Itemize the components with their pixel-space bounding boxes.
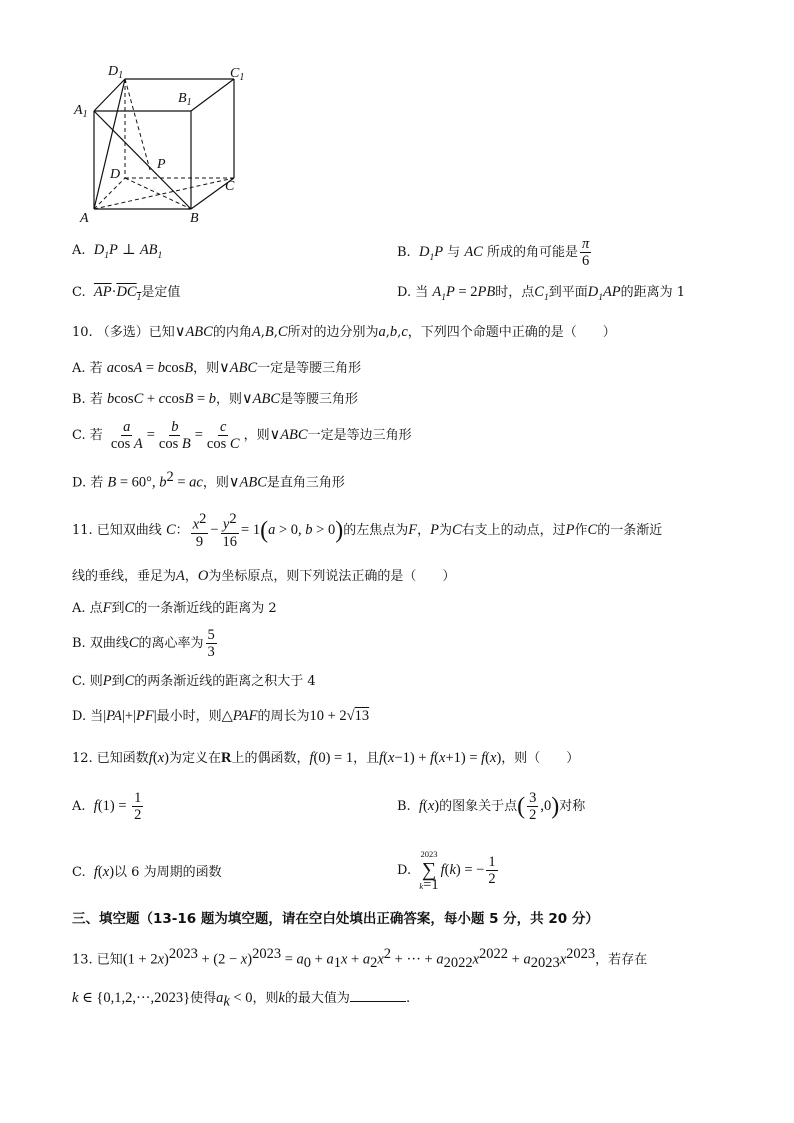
question-text: 线的垂线，垂足为 xyxy=(72,569,177,584)
option-text: 是直角三角形 xyxy=(266,475,345,491)
option-text: ，则 xyxy=(193,361,220,376)
option-text: ，则 xyxy=(216,392,243,407)
q13-stem-line2: k ∈ {0,1,2,···,2023}使得$a_k < 0$，则k的最大值为 . xyxy=(72,987,410,1012)
option-text: 当 xyxy=(415,285,429,300)
q9-option-b: B. $D_1P$ 与 AC 所成的角可能是 $\frac{\pi}{6}$ xyxy=(397,236,590,269)
q13-stem-line1: 13. 已知$(1 + 2x)^{2023} + (2 - x)^{2023} = a_0 + a_1x + a_2x^2$ + ··· + $a_{2022}x^{2022} + a_{2023}x^{2023}$，若存在 xyxy=(72,946,648,971)
question-text: 所对的边分别为 xyxy=(287,325,379,340)
cube-figure xyxy=(70,58,260,228)
question-text: ，且 xyxy=(353,751,380,766)
q10-option-d: D. 若 B = 60°, $b^2$ = ac，则∨ABC是直角三角形 xyxy=(72,469,345,491)
label-b: B xyxy=(190,211,199,226)
question-text: 的左焦点为 xyxy=(343,523,409,538)
option-text: 到平面 xyxy=(548,285,588,300)
option-letter: C. xyxy=(72,285,86,300)
option-text: D. 当 xyxy=(72,709,104,724)
q10-option-b: B. 若 bcosC + ccosB = b，则∨ABC是等腰三角形 xyxy=(72,391,359,407)
q11-option-d: D. 当|PA|+|PF|最小时，则△PAF的周长为10 + 2√13 xyxy=(72,708,370,724)
q10-stem: 10. （多选）已知∨ABC的内角A,B,C所对的边分别为a,b,c，下列四个命题中正确的是（ ） xyxy=(72,324,616,340)
q9-option-c: C. $\overline{AP}\cdot DC_1$是定值 xyxy=(72,284,181,303)
option-text: 是等腰三角形 xyxy=(280,392,359,407)
question-text: 右支上的动点，过 xyxy=(461,523,566,538)
question-text: ，若存在 xyxy=(595,952,648,968)
option-letter: B. xyxy=(397,799,411,814)
option-text: 到 xyxy=(111,674,125,689)
option-text: ，则 xyxy=(202,475,229,491)
option-letter: A. xyxy=(72,243,86,258)
question-text: ，则 xyxy=(252,991,279,1006)
question-text: 10. （多选）已知 xyxy=(72,325,175,340)
option-text: 的距离为 1 xyxy=(620,285,686,300)
q10-option-c: C. 若 $\frac{a}{\text{cos A}}$ = $\frac{b}{\text{cos B}}$ = $\frac{c}{\text{cos C}}$ ，则∨ABC一定是等边三角形 xyxy=(72,419,412,452)
option-text: 时，点 xyxy=(495,285,535,300)
option-text: C. 则 xyxy=(72,674,103,689)
option-text: 的图象关于点 xyxy=(439,799,518,814)
q12-option-a: A. f(1) = $\frac{1}{2}$ xyxy=(72,790,142,823)
question-text: 为 xyxy=(438,523,452,538)
question-text: ，则（ ） xyxy=(501,751,580,766)
option-text: 所成的角可能是 xyxy=(486,245,578,260)
option-text: 以 6 为周期的函数 xyxy=(114,865,222,880)
q11-stem-line2: 线的垂线，垂足为A，O为坐标原点，则下列说法正确的是（ ） xyxy=(72,568,456,584)
label-b1: $B_1$ xyxy=(178,91,192,108)
option-text: 的一条渐近线的距离为 2 xyxy=(134,601,277,616)
option-text: C. 若 xyxy=(72,428,103,443)
label-p: P xyxy=(157,157,166,172)
math-expression: $D_1P$ xyxy=(93,242,118,261)
q11-option-a: A. 点F到C的一条渐近线的距离为 2 xyxy=(72,600,277,616)
question-text: 为定义在 xyxy=(168,751,221,766)
label-c: C xyxy=(225,179,235,194)
option-text: D. 若 xyxy=(72,475,104,491)
option-text: 到 xyxy=(111,601,125,616)
label-a: A xyxy=(80,211,89,226)
question-text: 上的偶函数， xyxy=(231,751,310,766)
option-text: 的两条渐近线的距离之积大于 4 xyxy=(134,674,316,689)
q12-option-b: B. f(x)的图象关于点( $\frac{3}{2}$ ,0)对称 xyxy=(397,790,586,823)
question-text: 13. 已知 xyxy=(72,952,123,968)
option-letter: B. xyxy=(397,245,411,260)
option-text: B. 若 xyxy=(72,392,103,407)
label-c1: $C_1$ xyxy=(230,66,245,83)
option-letter: C. xyxy=(72,865,86,880)
question-text: . xyxy=(405,991,411,1006)
option-text: A. 点 xyxy=(72,601,103,616)
q9-option-a: A. $D_1P$ ⊥ $AB_1$ xyxy=(72,242,163,261)
option-text: 一定是等腰三角形 xyxy=(257,361,362,376)
label-d: D xyxy=(110,167,121,182)
question-text: 12. 已知函数 xyxy=(72,751,149,766)
question-text: 使得 xyxy=(190,991,217,1006)
label-a1: $A_1$ xyxy=(74,103,88,120)
option-text: 是定值 xyxy=(141,285,181,300)
q11-stem-line1: 11. 已知双曲线 C： $\frac{x^2}{9}$ − $\frac{y^2}{16}$ = 1(a > 0, b > 0)的左焦点为F，P为C右支上的动点，过P作C的一条渐近 xyxy=(72,511,663,550)
question-text: 作 xyxy=(574,523,588,538)
option-text: 一定是等边三角形 xyxy=(307,428,412,443)
option-text: 的离心率为 xyxy=(138,636,204,651)
option-letter: D. xyxy=(397,863,412,878)
question-text: 的最大值为 xyxy=(284,991,350,1006)
label-d1: $D_1$ xyxy=(108,64,124,81)
option-letter: A. xyxy=(72,799,86,814)
q12-stem: 12. 已知函数f(x)为定义在R上的偶函数，f(0) = 1，且f(x−1) + f(x+1) = f(x)，则（ ） xyxy=(72,750,580,766)
q11-option-c: C. 则P到C的两条渐近线的距离之积大于 4 xyxy=(72,673,316,689)
q12-option-d: D. 2023 ∑ k=1 f(k) = − $\frac{1}{2}$ xyxy=(397,849,496,893)
question-text: 的一条渐近 xyxy=(597,523,663,538)
section-title-text: 三、填空题（13-16 题为填空题，请在空白处填出正确答案，每小题 5 分，共 20 分） xyxy=(72,911,599,927)
option-text: 对称 xyxy=(559,799,586,814)
option-text: 的周长为 xyxy=(257,709,310,724)
question-text: ，下列四个命题中正确的是（ ） xyxy=(407,325,616,340)
option-text: B. 双曲线 xyxy=(72,636,129,651)
answer-blank[interactable] xyxy=(350,987,406,1002)
q12-option-c: C. f(x)以 6 为周期的函数 xyxy=(72,864,222,880)
option-text: A. 若 xyxy=(72,361,103,376)
question-text: 的内角 xyxy=(212,325,252,340)
q10-option-a: A. 若 acosA = bcosB，则∨ABC一定是等腰三角形 xyxy=(72,360,362,376)
option-text: ，则 xyxy=(243,428,270,443)
q9-option-d: D. 当 $A_1P = 2PB$时，点$C_1$到平面$D_1AP$的距离为 1 xyxy=(397,284,686,303)
question-text: 11. 已知双曲线 xyxy=(72,523,162,538)
option-text: 最小时，则 xyxy=(156,709,222,724)
q11-option-b: B. 双曲线C的离心率为 $\frac{5}{3}$ xyxy=(72,627,215,660)
option-letter: D. xyxy=(397,285,412,300)
question-text: 为坐标原点，则下列说法正确的是（ ） xyxy=(208,569,456,584)
section-title xyxy=(72,909,599,930)
